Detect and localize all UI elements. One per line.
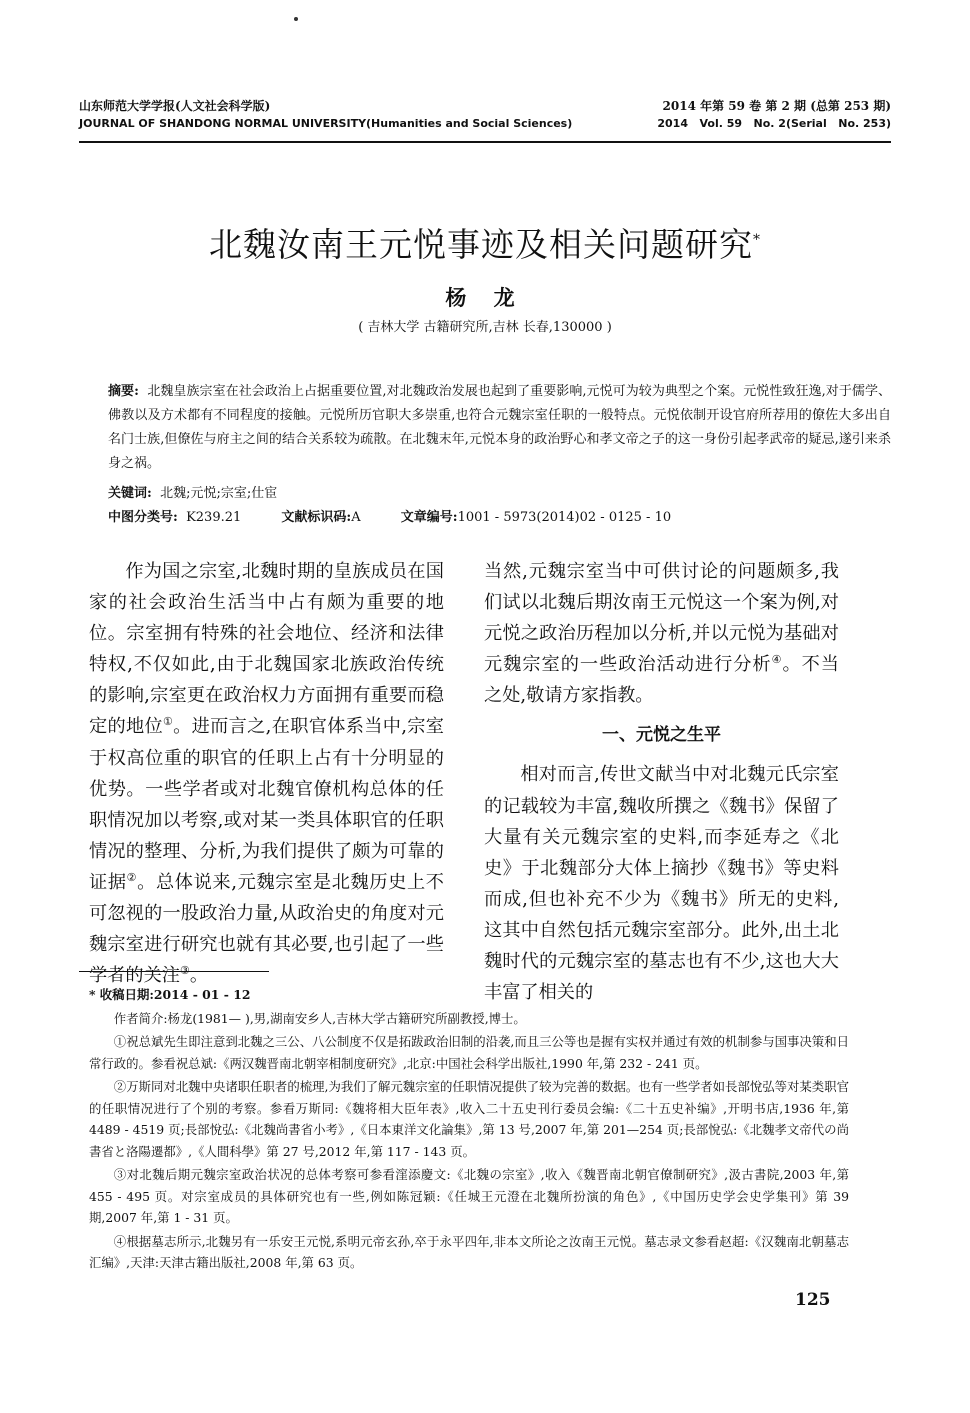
title-footnote-mark: * [753,232,761,248]
footnote-3: ③对北魏后期元魏宗室政治状况的总体考察可参看漥添慶文:《北魏の宗室》,收入《魏晋南北朝官僚制研究》,汲古書院,2003 年,第 455 - 495 页。对宗室成员的具体研究也有一些,例如陈冠颖:《任城王元澄在北魏所扮演的角色》,《中国历史学会史学集刊》第 39 期,2007 年,第 1 - 31 页。 [89,1167,849,1225]
page-number: 125 [795,1290,831,1310]
issue-cn: 2014 年第 59 卷 第 2 期 (总第 253 期) [662,99,891,113]
journal-info [79,97,572,133]
body-text: 。进而言之,在职官体系当中,宗室于权高位重的职官的任职上占有十分明显的优势。一些学者或对北魏官僚机构总体的任职情况加以考察,或对某一类具体职官的任职情况的整理、分析,为我们提供了颇为可靠的证据 [89,716,444,893]
footnote-ref-1: ① [162,715,174,729]
abstract-label: 摘要: [108,384,139,399]
scan-dot [294,17,298,21]
doc-code-label: 文献标识码: [281,510,352,525]
body-text: 。 [189,965,209,987]
doc-code-value: A [351,510,361,525]
issue-en: 2014 Vol. 59 No. 2(Serial No. 253) [657,117,891,130]
body-text: 。不当之处,敬请方家指教。 [484,654,839,707]
body-paragraph [484,556,839,711]
class-label: 中图分类号: [108,510,178,525]
body-text: 。总体说来,元魏宗室是北魏历史上不可忽视的一股政治力量,从政治史的角度对元魏宗室进行研究也就有其必要,也引起了一些学者的关注 [89,871,444,987]
issue-info [657,97,891,133]
received-date: * 收稿日期:2014 - 01 - 12 [89,987,251,1002]
article-title [0,218,970,267]
running-header [79,97,891,145]
keywords-value: 北魏;元悦;宗室;仕宦 [160,486,278,501]
article-no-value: 1001 - 5973(2014)02 - 0125 - 10 [457,510,672,525]
classification-line [108,507,891,529]
footnote-4: ④根据墓志所示,北魏另有一乐安王元悦,系明元帝玄孙,卒于永平四年,非本文所论之汝南王元悦。墓志录文参看赵超:《汉魏南北朝墓志汇编》,天津:天津古籍出版社,2008 年,第 63 页。 [89,1233,849,1270]
class-value: K239.21 [186,510,242,525]
journal-name-cn: 山东师范大学学报(人文社会科学版) [79,99,271,113]
author-affiliation: ( 吉林大学 古籍研究所,吉林 长春,130000 ) [358,320,612,335]
header-rule [79,141,891,143]
title-text: 北魏汝南王元悦事迹及相关问题研究 [209,225,753,264]
author-name: 杨 龙 [445,285,525,310]
body-column-left [89,556,444,991]
footnote-2: ②万斯同对北魏中央诸职任职者的梳理,为我们了解元魏宗室的任职情况提供了较为完善的数据。也有一些学者如長部悅弘等对某类职官的任职情况进行了个别的考察。参看万斯同:《魏将相大臣年表》,收入二十五史刊行委员会编:《二十五史补编》,开明书店,1936 年,第 4489 - 4519 页;長部悅弘:《北魏尚書省小考》,《日本東洋文化論集》,第 13 号,2007 年,第 201—254 页;長部悅弘:《北魏孝文帝代の尚書省と洛陽遷都》,《人間科學》第 27 号,2012 年,第 117 - 143 页。 [89,1079,849,1159]
body-text: 作为国之宗室,北魏时期的皇族成员在国家的社会政治生活当中占有颇为重要的地位。宗室拥有特殊的社会地位、经济和法律特权,不仅如此,由于北魏国家北族政治传统的影响,宗室更在政治权力方面拥有重要而稳定的地位 [89,561,444,738]
footnotes [89,984,849,1276]
footnote-ref-4: ④ [771,653,783,667]
keywords [108,483,891,505]
body-column-right [484,556,839,1008]
footnote-ref-3: ③ [179,964,190,978]
author-bio: 作者简介:杨龙(1981— ),男,湖南安乡人,吉林大学古籍研究所副教授,博士。 [113,1010,526,1026]
footnote-1: ①祝总斌先生即注意到北魏之三公、八公制度不仅是拓跋政治旧制的沿袭,而且三公等也是握有实权并通过有效的机制参与国事决策和日常行政的。参看祝总斌:《两汉魏晋南北朝宰相制度研究》,北京:中国社会科学出版社,1990 年,第 232 - 241 页。 [89,1034,849,1071]
keywords-label: 关键词: [108,486,152,501]
footnote-rule [79,971,269,972]
footnote-ref-2: ② [126,870,138,884]
journal-name-en: JOURNAL OF SHANDONG NORMAL UNIVERSITY(Humanities and Social Sciences) [79,117,573,130]
body-paragraph: 相对而言,传世文献当中对北魏元氏宗室的记载较为丰富,魏收所撰之《魏书》保留了大量有关元魏宗室的史料,而李延寿之《北史》于北魏部分大体上摘抄《魏书》等史料而成,但也补充不少为《魏书》所无的史料,这其中自然包括元魏宗室部分。此外,出土北魏时代的元魏宗室的墓志也有不少,这也大大丰富了相关的 [484,764,839,1004]
section-heading: 一、元悦之生平 [602,725,721,746]
body-paragraph [89,556,444,991]
body-text: 当然,元魏宗室当中可供讨论的问题颇多,我们试以北魏后期汝南王元悦这一个案为例,对元悦之政治历程加以分析,并以元悦为基础对元魏宗室的一些政治活动进行分析 [484,561,839,676]
article-no-label: 文章编号: [400,510,458,525]
abstract [108,380,891,476]
abstract-text: 北魏皇族宗室在社会政治上占据重要位置,对北魏政治发展也起到了重要影响,元悦可为较为典型之个案。元悦性致狂逸,对于儒学、佛教以及方术都有不同程度的接触。元悦所历官职大多崇重,也符合元魏宗室任职的一般特点。元悦依制开设官府所荐用的僚佐大多出自名门士族,但僚佐与府主之间的结合关系较为疏散。在北魏末年,元悦本身的政治野心和孝文帝之子的这一身份引起孝武帝的疑忌,遂引来杀身之祸。 [108,384,891,471]
